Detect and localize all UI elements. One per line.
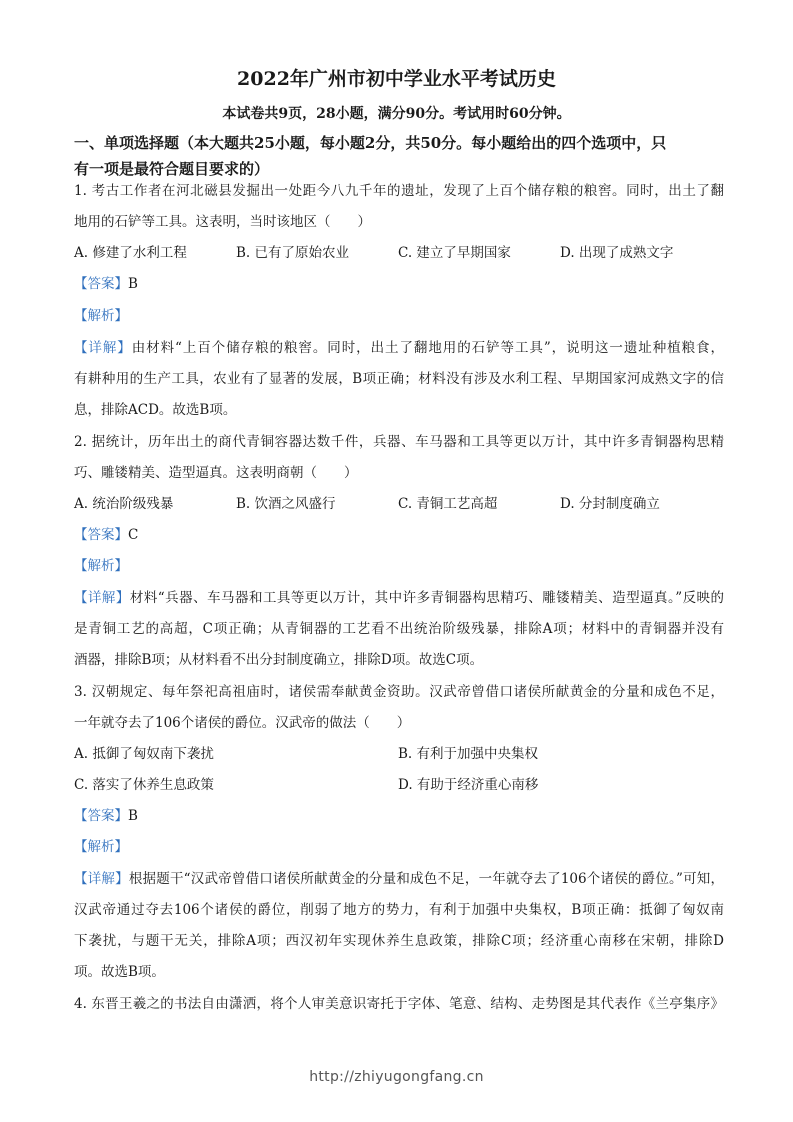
question-1-stem-line-2: 地用的石铲等工具。这表明，当时该地区（ ）	[74, 214, 371, 230]
detail-label: 【详解】	[74, 871, 129, 887]
question-2-stem-line-1: 2. 据统计，历年出土的商代青铜容器达数千件，兵器、车马器和工具等更以万计，其中许多青铜器构思精	[74, 434, 724, 450]
question-1-answer	[74, 274, 724, 294]
question-3-option-c: C. 落实了休养生息政策	[74, 777, 214, 793]
question-2-answer	[74, 525, 724, 545]
question-2-analysis-label: 【解析】	[74, 558, 128, 574]
question-4-stem-line-1: 4. 东晋王羲之的书法自由潇洒，将个人审美意识寄托于字体、笔意、结构、走势图是其代表作《兰亭集序》	[74, 996, 724, 1012]
question-1-option-b: B. 已有了原始农业	[236, 245, 350, 261]
question-2-detail-line-3: 酒器，排除B项；从材料看不出分封制度确立，排除D项。故选C项。	[74, 652, 484, 668]
answer-value: C	[128, 527, 139, 543]
question-3-analysis-label: 【解析】	[74, 839, 128, 855]
detail-text: 材料“兵器、车马器和工具等更以万计，其中许多青铜器构思精巧、雕镂精美、造型逼真。”反映的	[129, 590, 724, 606]
section-heading-line-2: 有一项是最符合题目要求的）	[74, 160, 270, 178]
section-heading-line-1: 一、单项选择题（本大题共25小题，每小题2分，共50分。每小题给出的四个选项中，只	[74, 134, 667, 152]
question-3-option-d: D. 有助于经济重心南移	[398, 777, 539, 793]
answer-label: 【答案】	[74, 527, 128, 543]
question-1-stem-line-1: 1. 考古工作者在河北磁县发掘出一处距今八九千年的遗址，发现了上百个储存粮的粮窖。同时，出土了翻	[74, 183, 724, 199]
section-heading	[74, 130, 722, 182]
detail-label: 【详解】	[74, 590, 130, 606]
question-1-option-d: D. 出现了成熟文字	[560, 245, 674, 261]
question-1-option-a: A. 修建了水利工程	[74, 245, 187, 261]
question-2-option-c: C. 青铜工艺高超	[398, 496, 498, 512]
question-2-detail-line-2: 是青铜工艺的高超，C项正确；从青铜器的工艺看不出统治阶级残暴，排除A项；材料中的青铜器并没有	[74, 621, 724, 637]
detail-text: 由材料“上百个储存粮的粮窖。同时，出土了翻地用的石铲等工具”，说明这一遗址种植粮食，	[131, 340, 724, 356]
question-1-option-c: C. 建立了早期国家	[398, 245, 511, 261]
question-3-option-b: B. 有利于加强中央集权	[398, 746, 539, 762]
question-1-analysis-label: 【解析】	[74, 308, 128, 324]
question-2-option-a: A. 统治阶级残暴	[74, 496, 174, 512]
detail-text: 根据题干“汉武帝曾借口诸侯所献黄金的分量和成色不足，一年就夺去了106个诸侯的爵位。”可知，	[128, 871, 724, 887]
question-3-detail-line-4: 项。故选B项。	[74, 964, 165, 980]
footer-url: http://zhiyugongfang.cn	[309, 1069, 484, 1085]
page-title: 2022年广州市初中学业水平考试历史	[237, 68, 556, 90]
answer-value: B	[128, 276, 138, 292]
exam-instructions: 本试卷共9页，28小题，满分90分。考试用时60分钟。	[222, 106, 571, 122]
answer-label: 【答案】	[74, 808, 128, 824]
question-2-option-b: B. 饮酒之风盛行	[236, 496, 336, 512]
detail-label: 【详解】	[74, 340, 132, 356]
question-3-option-a: A. 抵御了匈奴南下袭扰	[74, 746, 214, 762]
question-3-stem-line-2: 一年就夺去了106个诸侯的爵位。汉武帝的做法（ ）	[74, 715, 411, 731]
question-2-stem-line-2: 巧、雕镂精美、造型逼真。这表明商朝（ ）	[74, 465, 358, 481]
answer-value: B	[128, 808, 138, 824]
question-3-detail-line-2: 汉武帝通过夺去106个诸侯的爵位，削弱了地方的势力，有利于加强中央集权，B项正确：抵御了匈奴南	[74, 902, 724, 918]
question-3-detail-line-1	[74, 869, 724, 889]
question-3-detail-line-3: 下袭扰，与题干无关，排除A项；西汉初年实现休养生息政策，排除C项；经济重心南移在宋朝，排除D	[74, 933, 724, 949]
question-1-detail-line-2: 有耕种用的生产工具，农业有了显著的发展，B项正确；材料没有涉及水利工程、早期国家河成熟文字的信	[74, 371, 724, 387]
answer-label: 【答案】	[74, 276, 128, 292]
question-3-answer	[74, 806, 724, 826]
question-3-stem-line-1: 3. 汉朝规定、每年祭祀高祖庙时，诸侯需奉献黄金资助。汉武帝曾借口诸侯所献黄金的分量和成色不足，	[74, 684, 724, 700]
question-1-detail-line-3: 息，排除ACD。故选B项。	[74, 402, 237, 418]
question-2-detail-line-1	[74, 588, 724, 608]
question-2-option-d: D. 分封制度确立	[560, 496, 660, 512]
question-1-detail-line-1	[74, 338, 724, 358]
